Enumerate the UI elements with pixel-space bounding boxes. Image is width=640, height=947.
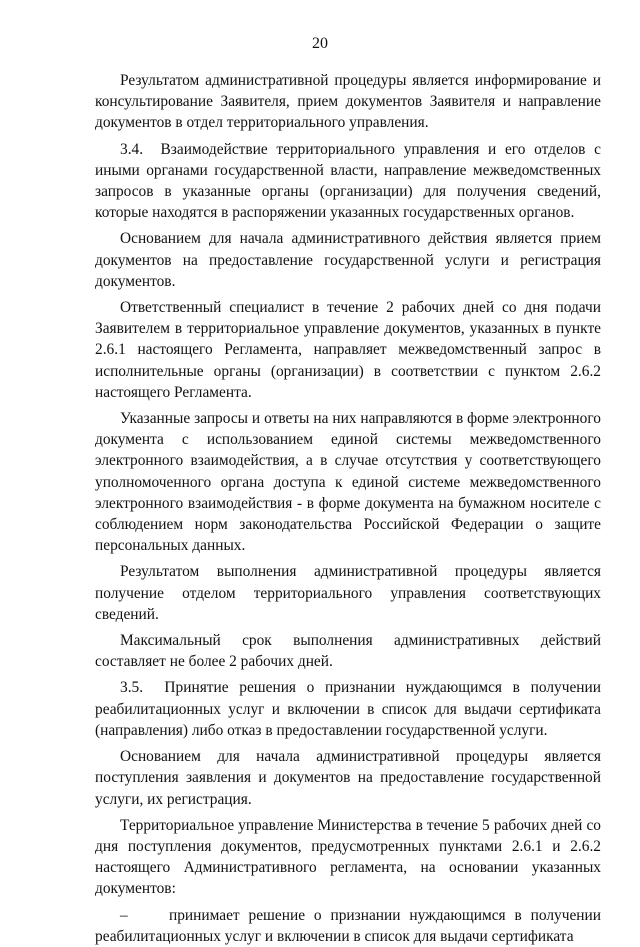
page-number: 20: [312, 35, 328, 52]
paragraph-maximum-term: Максимальный срок выполнения административных действий составляет не более 2 рабочих дней.: [95, 632, 601, 671]
paragraph-basis-action: Основанием для начала административного действия является прием документов на предоставление государственной услуги и регистрация документов.: [95, 230, 601, 290]
list-item-text: принимает решение о признании нуждающимся в получении реабилитационных услуг и включении в список для выдачи сертификата: [95, 906, 601, 945]
paragraph-territorial-management: Территориальное управление Министерства в течение 5 рабочих дней со дня поступления документов, предусмотренных пунктами 2.6.1 и 2.6.2 настоящего Административного регламента, на основании указанных документов:: [95, 816, 601, 898]
paragraph-section-3-5-heading: 3.5. Принятие решения о признании нуждающимся в получении реабилитационных услуг и включении в список для выдачи сертификата (направления) либо отказ в предоставлении государственной услуги.: [95, 679, 601, 739]
paragraph-responsible-specialist: Ответственный специалист в течение 2 рабочих дней со дня подачи Заявителем в территориальное управление документов, указанных в пункте 2.6.1 настоящего Регламента, направляет межведомственный запрос в исполнительные органы (организации) в соответствии с пунктом 2.6.2 настоящего Регламента.: [95, 299, 601, 401]
paragraph-section-3-4-heading: 3.4. Взаимодействие территориального управления и его отделов с иными органами государственной власти, направление межведомственных запросов в указанные органы (организации) для получения сведений, которые находятся в распоряжении указанных государственных органов.: [95, 140, 601, 222]
document-body: [95, 70, 601, 947]
list-dash-marker: –: [120, 906, 128, 924]
paragraph-requests-form: Указанные запросы и ответы на них направляются в форме электронного документа с использованием единой системы межведомственного электронного взаимодействия, а в случае отсутствия у соответствующего уполномоченного органа доступа к единой системе межведомственного электронного взаимодействия - в форме документа на бумажном носителе с соблюдением норм законодательства Российской Федерации о защите персональных данных.: [95, 410, 601, 555]
paragraph-procedure-result: Результатом выполнения административной процедуры является получение отделом территориального управления соответствующих сведений.: [95, 563, 601, 623]
paragraph-basis-procedure: Основанием для начала административной процедуры является поступления заявления и документов на предоставление государственной услуги, их регистрация.: [95, 748, 601, 808]
paragraph-result-informing: Результатом административной процедуры является информирование и консультирование Заявителя, прием документов Заявителя и направление документов в отдел территориального управления.: [95, 72, 601, 132]
list-item-decision: [95, 905, 601, 947]
